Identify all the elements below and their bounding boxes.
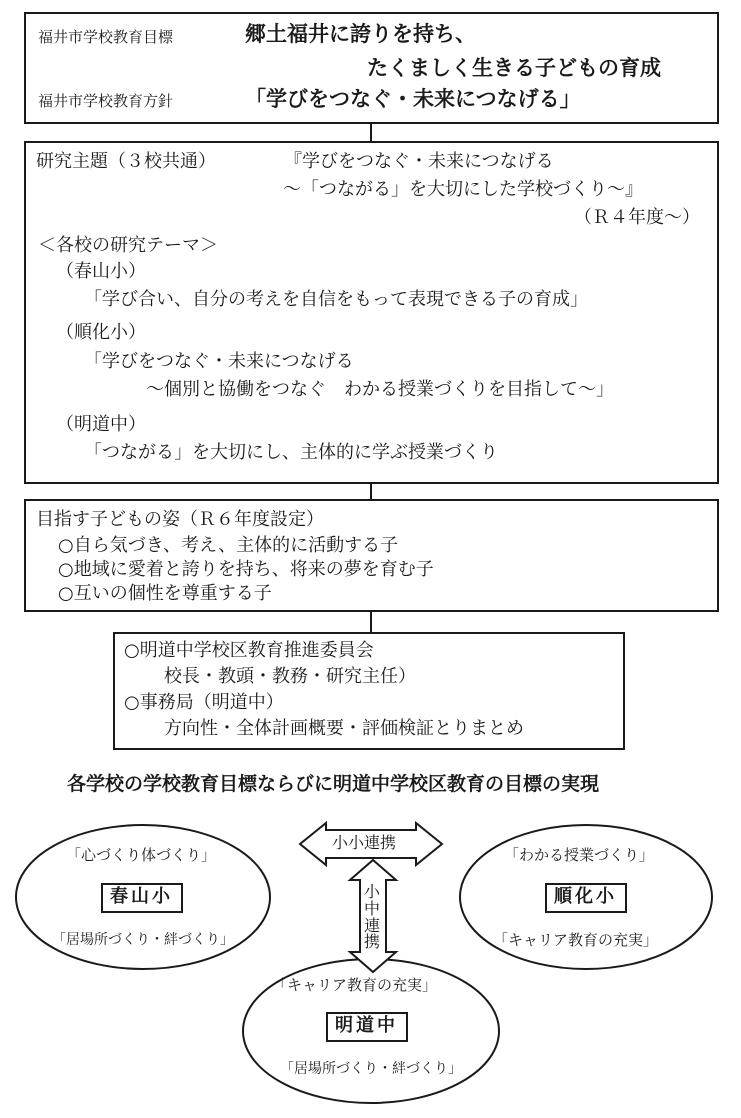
haruyama-theme-label: （春山小） — [56, 261, 146, 282]
city-policy-label: 福井市学校教育方針 — [38, 92, 174, 110]
research-theme-label: 研究主題（３校共通） — [36, 151, 216, 172]
meido-top: 「キャリア教育の充実」 — [272, 976, 438, 994]
research-theme-line1: 『学びをつなぐ・未来につなげる — [284, 151, 554, 172]
committee-name: ○明道中学校区教育推進委員会 — [124, 640, 374, 661]
elementary-link-label: 小小連携 — [332, 833, 397, 852]
meido-theme-text: 「つながる」を大切にし、主体的に学ぶ授業づくり — [84, 442, 498, 463]
ideal-child-item: ○自ら気づき、考え、主体的に活動する子 — [58, 535, 399, 556]
city-goal-label: 福井市学校教育目標 — [38, 28, 174, 46]
realization-statement: 各学校の学校教育目標ならびに明道中学校区教育の目標の実現 — [67, 773, 600, 795]
city-goal-line2: たくましく生きる子どもの育成 — [367, 56, 661, 80]
office-duties: 方向性・全体計画概要・評価検証とりまとめ — [164, 718, 524, 739]
junka-top: 「わかる授業づくり」 — [504, 846, 655, 864]
el-jr-link-label: 小中連携 — [364, 882, 381, 952]
haruyama-bottom: 「居場所づくり・絆づくり」 — [52, 932, 234, 948]
committee-members: 校長・教頭・教務・研究主任） — [164, 666, 416, 687]
junka-theme-line1: 「学びをつなぐ・未来につなげる — [84, 351, 354, 372]
haruyama-name: 春山小 — [110, 886, 173, 907]
meido-name: 明道中 — [335, 1015, 398, 1036]
junka-bottom: 「キャリア教育の充実」 — [493, 931, 659, 949]
research-theme-line2: 〜「つながる」を大切にした学校づくり〜』 — [283, 179, 643, 200]
ideal-child-item: ○地域に愛着と誇りを持ち、将来の夢を育む子 — [58, 559, 434, 580]
meido-theme-label: （明道中） — [56, 414, 146, 435]
city-policy-text: 「学びをつなぐ・未来につなげる」 — [245, 87, 581, 111]
school-themes-heading: ＜各校の研究テーマ＞ — [38, 235, 218, 256]
ideal-child-heading: 目指す子どもの姿（Ｒ６年度設定） — [36, 509, 324, 530]
city-goal-line1: 郷土福井に誇りを持ち、 — [245, 22, 476, 46]
ideal-child-item: ○互いの個性を尊重する子 — [58, 583, 272, 604]
office-name: ○事務局（明道中） — [124, 692, 284, 713]
research-theme-year: （Ｒ４年度〜） — [574, 207, 700, 228]
haruyama-theme-text: 「学び合い、自分の考えを自信をもって表現できる子の育成」 — [84, 289, 588, 310]
junka-theme-label: （順化小） — [56, 322, 146, 343]
haruyama-top: 「心づくり体づくり」 — [66, 846, 217, 864]
junka-name: 順化小 — [554, 886, 617, 907]
junka-theme-line2: 〜個別と協働をつなぐ わかる授業づくりを目指して〜」 — [146, 379, 614, 400]
meido-bottom: 「居場所づくり・絆づくり」 — [280, 1061, 462, 1077]
